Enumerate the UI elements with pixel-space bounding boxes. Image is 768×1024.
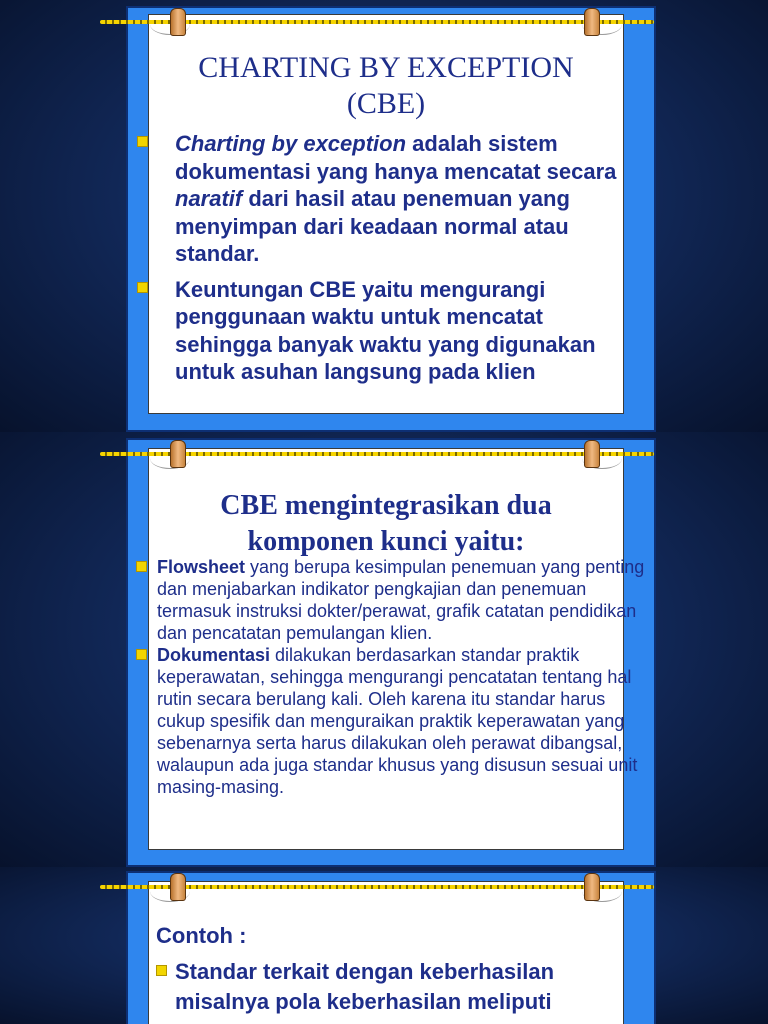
list-item (157, 556, 647, 644)
bullet-text: dari hasil atau penemuan yang menyimpan dari keadaan normal atau standar. (175, 186, 570, 266)
slide-title (148, 50, 624, 122)
list-item (175, 130, 645, 268)
slide-2 (0, 432, 768, 867)
bullet-text: Keuntungan CBE yaitu mengurangi penggunaan waktu untuk mencatat sehingga banyak waktu yang digunakan untuk asuhan langsung pada klien (175, 276, 596, 384)
bullet-lead-term: Flowsheet (157, 557, 246, 577)
section-subhead: Contoh : (156, 923, 247, 948)
clothespin-icon (584, 873, 600, 901)
term-emphasis: Charting by exception (175, 131, 407, 156)
slide-title (148, 488, 624, 560)
clothespin-icon (584, 440, 600, 468)
list-item (175, 276, 645, 386)
term-emphasis: naratif (175, 186, 243, 211)
clothespin-icon (170, 440, 186, 468)
square-bullet-icon (136, 649, 147, 660)
square-bullet-icon (156, 965, 167, 976)
list-item (175, 957, 625, 1017)
bullet-list (175, 957, 625, 1017)
list-item (157, 644, 647, 798)
bullet-list (175, 130, 645, 394)
clothespin-icon (170, 8, 186, 36)
bullet-text: adalah sistem dokumentasi yang hanya mencatat secara (175, 131, 617, 184)
square-bullet-icon (136, 561, 147, 572)
title-line-2: (CBE) (346, 87, 426, 120)
title-line-1: CHARTING BY EXCEPTION (198, 51, 574, 84)
bullet-text: Standar terkait dengan keberhasilan misalnya pola keberhasilan meliputi (175, 959, 555, 1014)
slide-3 (0, 867, 768, 1024)
bullet-text: dilakukan berdasarkan standar praktik keperawatan, sehingga mengurangi pencatatan tentang hal rutin secara berulang kali. Oleh karena itu standar harus cukup spesifik dan menguraikan praktik keperawatan yang sebenarnya serta harus dilakukan oleh perawat dibangsal, walaupun ada juga standar khusus yang disusun sesuai unit masing-masing. (157, 645, 638, 797)
clothespin-icon (170, 873, 186, 901)
bullet-list (157, 556, 647, 798)
title-line-2: komponen kunci yaitu: (247, 526, 525, 557)
square-bullet-icon (137, 136, 148, 147)
bullet-text: yang berupa kesimpulan penemuan yang penting dan menjabarkan indikator pengkajian dan penemuan termasuk instruksi dokter/perawat, grafik catatan pendidikan dan pencatatan pemulangan klien. (157, 557, 645, 643)
bullet-lead-term: Dokumentasi (157, 645, 271, 665)
slide-1 (0, 0, 768, 432)
title-line-1: CBE mengintegrasikan dua (220, 490, 552, 521)
clothespin-icon (584, 8, 600, 36)
square-bullet-icon (137, 282, 148, 293)
